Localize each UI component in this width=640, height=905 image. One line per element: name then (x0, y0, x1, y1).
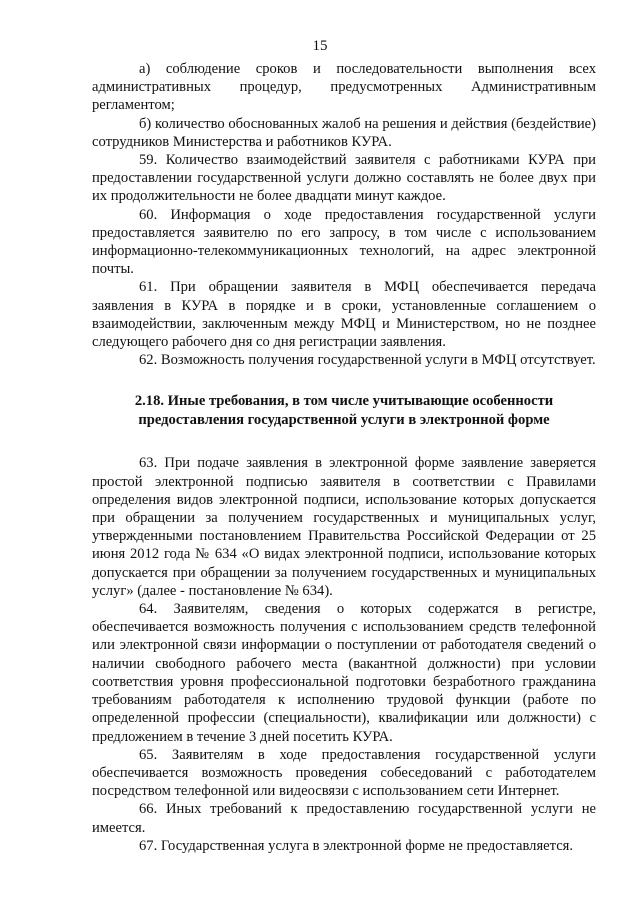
section-heading (92, 392, 596, 430)
paragraph-61: 61. При обращении заявителя в МФЦ обеспечивается передача заявления в КУРА в порядке и в сроки, установленные соглашением о взаимодействии, заключенным между МФЦ и Министерством, но не позднее следующего рабочего дня со дня регистрации заявления. (92, 279, 596, 351)
paragraph-66: 66. Иных требований к предоставлению государственной услуги не имеется. (92, 801, 596, 836)
paragraph-60: 60. Информация о ходе предоставления государственной услуги предоставляется заявителю по его запросу, в том числе с использованием информационно-телекоммуникационных технологий, на адрес электронной почты. (92, 206, 596, 278)
paragraph-a: а) соблюдение сроков и последовательности выполнения всех административных процедур, предусмотренных Административным регламентом; (92, 61, 596, 114)
section-heading-line2: предоставления государственной услуги в электронной форме (138, 412, 550, 429)
paragraph-63: 63. При подаче заявления в электронной форме заявление заверяется простой электронной подписью заявителя в соответствии с Правилами определения видов электронной подписи, использование которых допускается при обращении за получением государственных и муниципальных услуг, утвержденными постановлением Правительства Российской Федерации от 25 июня 2012 года № 634 «О видах электронной подписи, использование которых допускается при обращении за получением государственных и муниципальных услуг» (далее - постановление № 634). (92, 455, 596, 599)
document-body (92, 60, 596, 855)
paragraph-64: 64. Заявителям, сведения о которых содержатся в регистре, обеспечивается возможность получения с использованием средств телефонной или электронной связи информации о поступлении от работодателя сведений о наличии свободного рабочего места (вакантной должности) при условии соответствия уровня профессиональной подготовки безработного гражданина требованиям работодателя к исполнению трудовой функции (работе по определенной профессии (специальности), квалификации или должности) с предложением в течение 3 дней посетить КУРА. (92, 601, 596, 745)
page-number: 15 (312, 38, 328, 54)
paragraph-65: 65. Заявителям в ходе предоставления государственной услуги обеспечивается возможность проведения собеседований с работодателем посредством телефонной или видеосвязи с использованием сети Интернет. (92, 746, 596, 800)
paragraph-59: 59. Количество взаимодействий заявителя с работниками КУРА при предоставлении государственной услуги должно составлять не более двух при их продолжительности не более двадцати минут каждое. (92, 152, 596, 205)
section-heading-line1: 2.18. Иные требования, в том числе учитывающие особенности (134, 393, 554, 410)
paragraph-b: б) количество обоснованных жалоб на решения и действия (бездействие) сотрудников Министерства и работников КУРА. (92, 115, 596, 150)
paragraph-62: 62. Возможность получения государственной услуги в МФЦ отсутствует. (139, 352, 596, 369)
paragraph-67: 67. Государственная услуга в электронной форме не предоставляется. (139, 837, 574, 854)
